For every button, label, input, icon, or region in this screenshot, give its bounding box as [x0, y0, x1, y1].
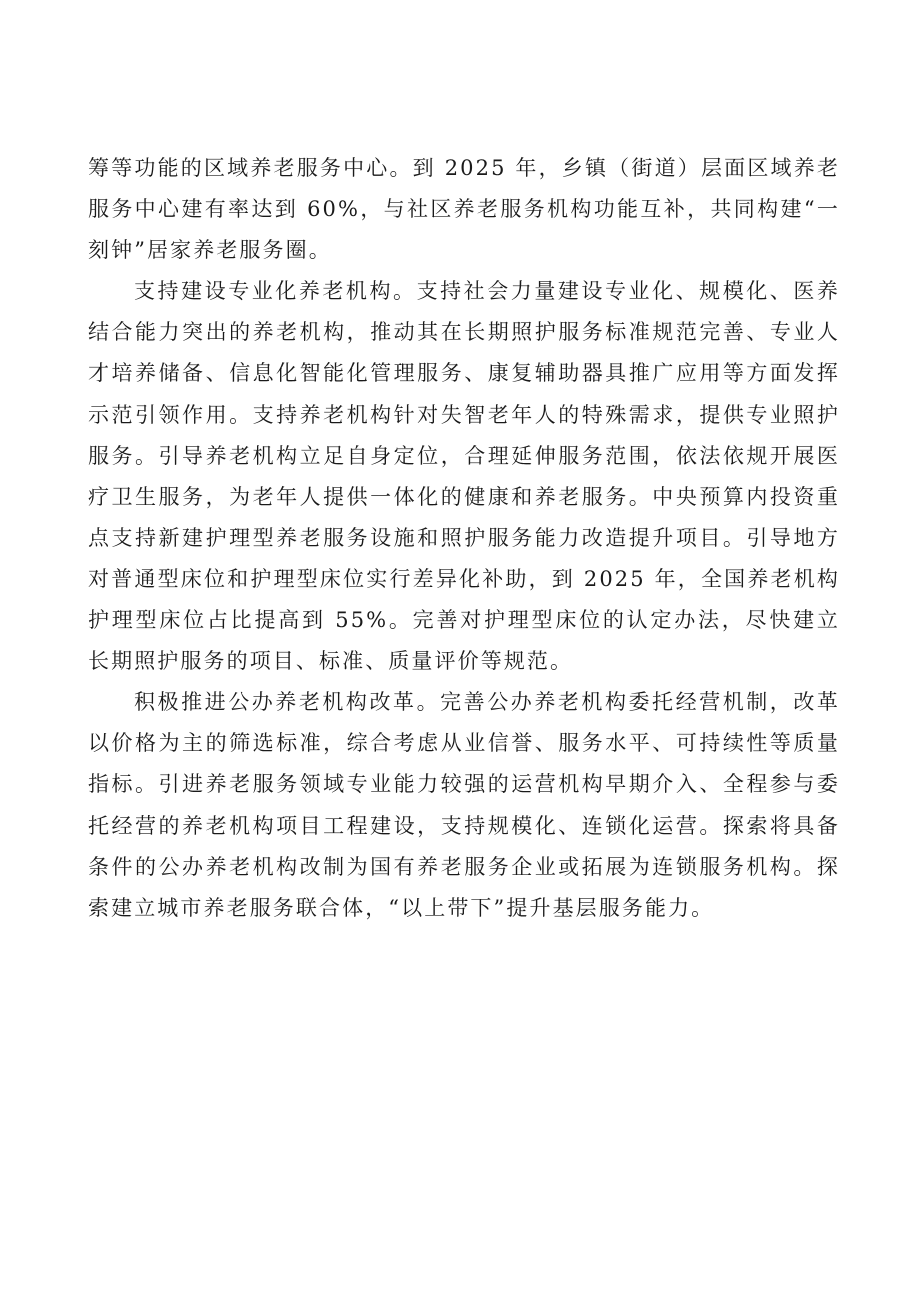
document-body [88, 148, 840, 929]
paragraph-professional-institutions: 支持建设专业化养老机构。支持社会力量建设专业化、规模化、医养结合能力突出的养老机构，推动其在长期照护服务标准规范完善、专业人才培养储备、信息化智能化管理服务、康复辅助器具推广应用等方面发挥示范引领作用。支持养老机构针对失智老年人的特殊需求，提供专业照护服务。引导养老机构立足自身定位，合理延伸服务范围，依法依规开展医疗卫生服务，为老年人提供一体化的健康和养老服务。中央预算内投资重点支持新建护理型养老服务设施和照护服务能力改造提升项目。引导地方对普通型床位和护理型床位实行差异化补助，到 2025 年，全国养老机构护理型床位占比提高到 55%。完善对护理型床位的认定办法，尽快建立长期照护服务的项目、标准、质量评价等规范。 [88, 279, 840, 674]
paragraph-regional-service-centers: 筹等功能的区域养老服务中心。到 2025 年，乡镇（街道）层面区域养老服务中心建有率达到 60%，与社区养老服务机构功能互补，共同构建“一刻钟”居家养老服务圈。 [88, 156, 840, 263]
paragraph-public-institution-reform: 积极推进公办养老机构改革。完善公办养老机构委托经营机制，改革以价格为主的筛选标准，综合考虑从业信誉、服务水平、可持续性等质量指标。引进养老服务领域专业能力较强的运营机构早期介入、全程参与委托经营的养老机构项目工程建设，支持规模化、连锁化运营。探索将具备条件的公办养老机构改制为国有养老服务企业或拓展为连锁服务机构。探索建立城市养老服务联合体，“以上带下”提升基层服务能力。 [88, 690, 840, 920]
